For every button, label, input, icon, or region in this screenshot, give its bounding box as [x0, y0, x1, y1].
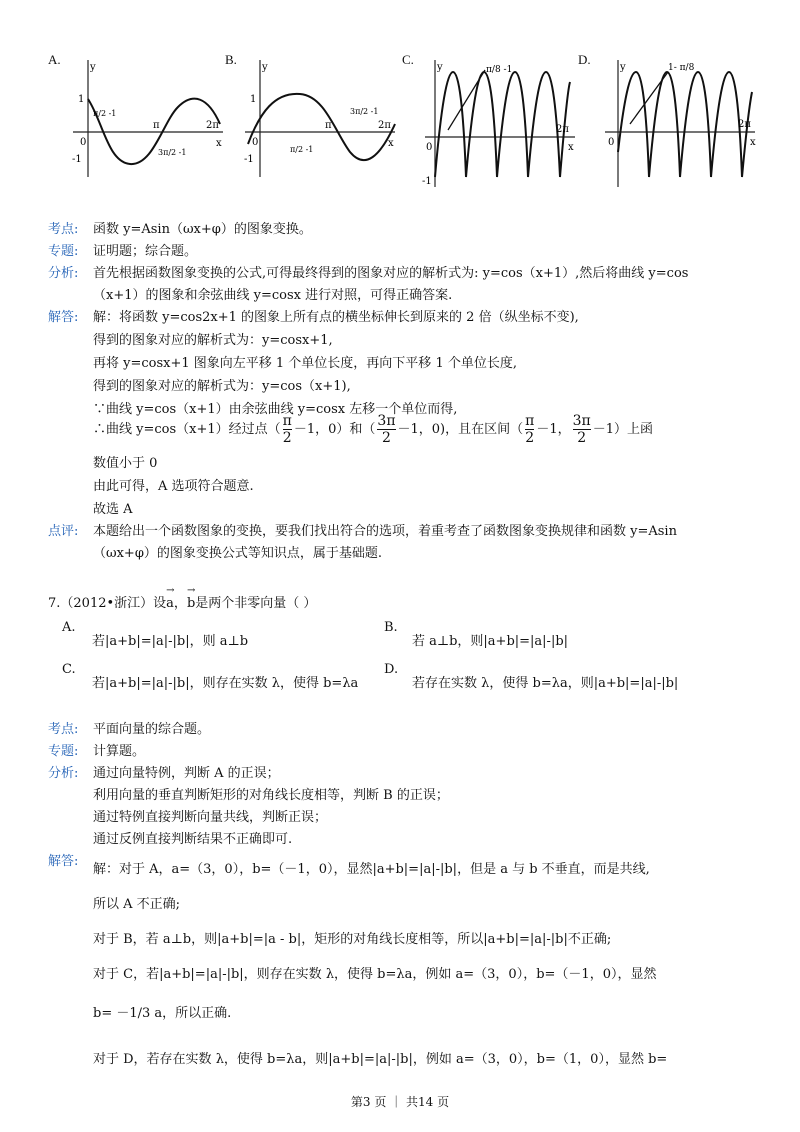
q7-j4: 对于 C，若|a+b|=|a|-|b|，则存在实数 λ，使得 b=λa，例如 a=（3，0），b=（－1，0），显然 — [93, 967, 657, 982]
two-pi-label: 2π — [206, 120, 219, 131]
q6-jieda-l3: 再将 y=cosx+1 图象向左平移 1 个单位长度，再向下平移 1 个单位长度, — [93, 356, 517, 371]
q7-optC-label: C. — [62, 662, 76, 677]
q6-zhuanti-label: 专题: — [48, 244, 79, 259]
svg-text:x: x — [750, 137, 756, 148]
graph-c — [420, 52, 580, 190]
neg-one-label: -1 — [72, 154, 82, 165]
q7-j5: b= －1/3 a，所以正确. — [93, 1006, 232, 1021]
q7-optA-text: 若|a+b|=|a|-|b|，则 a⊥b — [92, 634, 249, 649]
q6-jieda-l5: ∵曲线 y=cos（x+1）由余弦曲线 y=cosx 左移一个单位而得, — [93, 402, 458, 417]
q7-j3: 对于 B，若 a⊥b，则|a+b|=|a - b|，矩形的对角线长度相等，所以|a+b|=|a|-|b|不正确; — [93, 932, 612, 947]
one-label: 1 — [78, 94, 85, 105]
q7-fenxi-label: 分析: — [48, 766, 79, 781]
q7-optD-text: 若存在实数 λ，使得 b=λa，则|a+b|=|a|-|b| — [412, 676, 679, 691]
q6-zhuanti-text: 证明题；综合题。 — [93, 244, 198, 259]
q7-j6: 对于 D，若存在实数 λ，使得 b=λa，则|a+b|=|a|-|b|，例如 a=（3，0），b=（1，0），显然 b= — [93, 1052, 668, 1067]
graph-c-label: C. — [402, 52, 414, 67]
q6-fenxi-l1: 首先根据函数图象变换的公式,可得最终得到的图象对应的解析式为: y=cos（x+1）,然后将曲线 y=cos — [93, 266, 689, 281]
q6-jieda-l6: ∴曲线 y=cos（x+1）经过点（ $\frac{\pi}{2}$ －1，0）和（ $\frac{3\pi}{2}$ －1，0)，且在区间（ $\frac{\pi}{2}$ －1， $\frac{3\pi}{2}$ －1）上函 — [93, 413, 654, 446]
q6-jieda-l2: 得到的图象对应的解析式为：y=cosx+1, — [93, 333, 333, 348]
q7-optB-text: 若 a⊥b，则|a+b|=|a|-|b| — [412, 634, 569, 649]
svg-text:0: 0 — [252, 137, 259, 148]
q6-jieda-label: 解答: — [48, 310, 79, 325]
q7-optB-label: B. — [384, 620, 398, 635]
q6-kaodian-label: 考点: — [48, 222, 79, 237]
q7-fenxi-l2: 利用向量的垂直判断矩形的对角线长度相等，判断 B 的正误； — [93, 788, 449, 803]
svg-text:2π: 2π — [738, 119, 751, 130]
svg-text:0: 0 — [608, 137, 615, 148]
q6-kaodian-text: 函数 y=Asin（ωx+φ）的图象变换。 — [93, 222, 312, 237]
svg-text:π/8 -1: π/8 -1 — [486, 65, 513, 75]
q6-fenxi-label: 分析: — [48, 266, 79, 281]
svg-text:-1: -1 — [244, 154, 254, 165]
svg-text:0: 0 — [426, 142, 433, 153]
q7-fenxi-l4: 通过反例直接判断结果不正确即可. — [93, 832, 293, 847]
q7-optC-text: 若|a+b|=|a|-|b|，则存在实数 λ，使得 b=λa — [92, 676, 359, 691]
svg-text:π: π — [325, 120, 332, 131]
graph-a — [68, 52, 228, 180]
pi-label: π — [153, 120, 160, 131]
q7-jieda-label: 解答: — [48, 854, 79, 869]
ann2: 3π/2 -1 — [158, 148, 187, 157]
svg-text:2π: 2π — [378, 120, 391, 131]
q6-jieda-l4: 得到的图象对应的解析式为：y=cos（x+1), — [93, 379, 351, 394]
q7-kaodian-label: 考点: — [48, 722, 79, 737]
q6-dianping-label: 点评: — [48, 524, 79, 539]
q7-j1: 解：对于 A，a=（3，0），b=（－1，0），显然|a+b|=|a|-|b|，但是 a 与 b 不垂直，而是共线, — [93, 862, 650, 877]
q7-stem: 7.（2012•浙江）设→ a，→ b是两个非零向量（ ） — [48, 592, 316, 611]
q7-fenxi-l3: 通过特例直接判断向量共线，判断正误； — [93, 810, 328, 825]
graph-d-label: D. — [578, 52, 591, 67]
svg-text:π/2 -1: π/2 -1 — [290, 145, 314, 154]
ann1: π/2 -1 — [93, 109, 117, 118]
svg-text:y: y — [620, 62, 626, 73]
zero-label: 0 — [80, 137, 87, 148]
q7-j2: 所以 A 不正确; — [93, 897, 181, 912]
svg-text:2π: 2π — [556, 124, 569, 135]
svg-text:-1: -1 — [422, 176, 432, 187]
svg-text:y: y — [262, 62, 268, 73]
graph-b — [240, 52, 400, 180]
svg-text:x: x — [568, 142, 574, 153]
graph-d — [600, 52, 760, 190]
q7-zhuanti-label: 专题: — [48, 744, 79, 759]
q6-jieda-l7: 数值小于 0 — [93, 456, 158, 471]
q7-zhuanti-text: 计算题。 — [93, 744, 146, 759]
q7-fenxi-l1: 通过向量特例，判断 A 的正误； — [93, 766, 280, 781]
q6-fenxi-l2: （x+1）的图象和余弦曲线 y=cosx 进行对照，可得正确答案. — [93, 288, 453, 303]
q6-jieda-l8: 由此可得，A 选项符合题意. — [93, 479, 254, 494]
q6-dianping-l2: （ωx+φ）的图象变换公式等知识点，属于基础题. — [93, 546, 383, 561]
graph-a-label: A. — [48, 52, 61, 67]
q7-optD-label: D. — [384, 662, 399, 677]
x-label: x — [216, 138, 222, 149]
page-footer: 第3 页 ｜ 共14 页 — [350, 1095, 450, 1109]
svg-text:x: x — [388, 138, 394, 149]
svg-text:1- π/8: 1- π/8 — [668, 63, 695, 73]
svg-text:y: y — [437, 62, 443, 73]
q7-optA-label: A. — [62, 620, 76, 635]
svg-text:1: 1 — [250, 94, 257, 105]
y-label: y — [90, 62, 96, 73]
q7-kaodian-text: 平面向量的综合题。 — [93, 722, 211, 737]
graph-b-label: B. — [225, 52, 237, 67]
q6-jieda-l9: 故选 A — [93, 502, 133, 517]
q6-dianping-l1: 本题给出一个函数图象的变换，要我们找出符合的选项，着重考查了函数图象变换规律和函数 y=Asin — [93, 524, 677, 539]
q6-jieda-l1: 解：将函数 y=cos2x+1 的图象上所有点的横坐标伸长到原来的 2 倍（纵坐标不变), — [93, 310, 579, 325]
svg-text:3π/2 -1: 3π/2 -1 — [350, 107, 379, 116]
